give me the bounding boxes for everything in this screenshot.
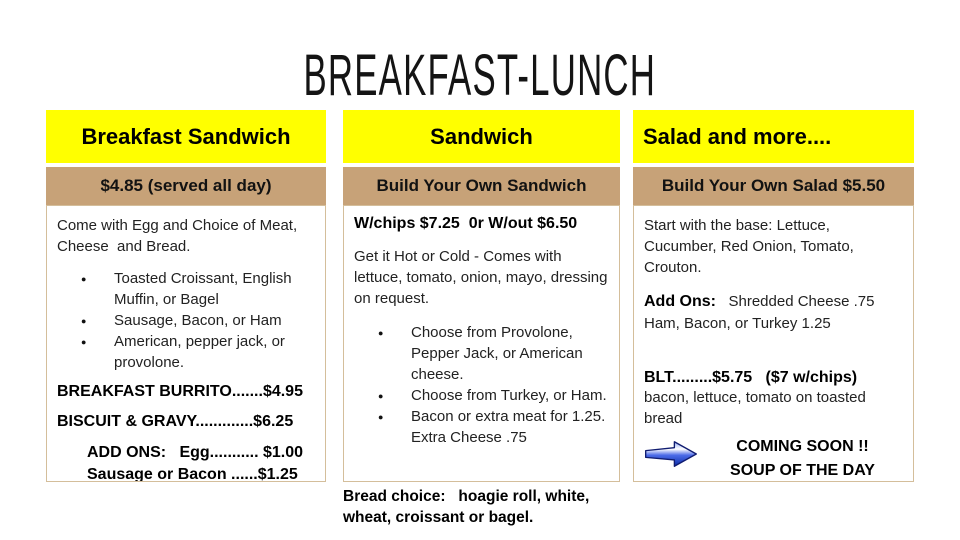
salad-addons-meat: Ham, Bacon, or Turkey 1.25 bbox=[644, 315, 831, 332]
page-title bbox=[0, 42, 960, 109]
column-salad bbox=[633, 110, 914, 482]
sandwich-header: Sandwich bbox=[430, 123, 533, 149]
list-item: ● Choose from Turkey, or Ham. bbox=[411, 385, 609, 406]
salad-content-box bbox=[633, 205, 914, 482]
sandwich-intro: Get it Hot or Cold - Comes with lettuce, tomato, onion, mayo, dressing on request. bbox=[354, 248, 608, 307]
breakfast-intro: Come with Egg and Choice of Meat, Cheese and Bread. bbox=[57, 217, 302, 255]
list-item: ● Sausage, Bacon, or Ham bbox=[114, 310, 315, 331]
sandwich-content-box bbox=[343, 205, 620, 482]
coming-soon-line2: SOUP OF THE DAY bbox=[730, 462, 875, 479]
breakfast-addons-meat: Sausage or Bacon ......$1.25 bbox=[87, 466, 298, 482]
coming-soon-text bbox=[702, 435, 903, 482]
salad-header: Salad and more.... bbox=[643, 123, 832, 149]
column-breakfast-sandwich bbox=[46, 110, 326, 482]
salad-intro: Start with the base: Lettuce, Cucumber, Red Onion, Tomato, Crouton. bbox=[644, 217, 854, 276]
coming-soon-row bbox=[644, 435, 903, 482]
sandwich-subheader-band bbox=[343, 167, 620, 205]
list-item: ● Toasted Croissant, English Muffin, or Bagel bbox=[114, 268, 315, 310]
salad-subheader: Build Your Own Salad $5.50 bbox=[661, 176, 886, 195]
biscuit-gravy-price: BISCUIT & GRAVY.............$6.25 bbox=[57, 413, 294, 430]
list-item: ● Choose from Provolone, Pepper Jack, or American cheese. bbox=[411, 322, 609, 385]
sandwich-price-line: W/chips $7.25 0r W/out $6.50 bbox=[354, 215, 578, 232]
salad-addons-cheese: Shredded Cheese .75 bbox=[716, 293, 875, 310]
bread-choice-note: Bread choice: hoagie roll, white, wheat, croissant or bagel. bbox=[343, 488, 594, 526]
salad-subheader-band bbox=[633, 167, 914, 205]
salad-header-band bbox=[633, 110, 914, 163]
list-item: ● American, pepper jack, or provolone. bbox=[114, 331, 315, 373]
sandwich-options-list bbox=[354, 322, 609, 448]
coming-soon-line1: COMING SOON !! bbox=[736, 438, 869, 455]
column-sandwich bbox=[343, 110, 620, 528]
breakfast-header: Breakfast Sandwich bbox=[81, 123, 291, 149]
list-item: ● Bacon or extra meat for 1.25. Extra Cheese .75 bbox=[411, 406, 609, 448]
blue-right-arrow-icon bbox=[644, 435, 702, 475]
sandwich-header-band bbox=[343, 110, 620, 163]
blt-price-line: BLT.........$5.75 ($7 w/chips) bbox=[644, 369, 858, 386]
salad-addons bbox=[644, 291, 903, 335]
breakfast-content-box bbox=[46, 205, 326, 482]
page-title-text: BREAKFAST-LUNCH bbox=[303, 43, 657, 108]
blt-description: bacon, lettuce, tomato on toasted bread bbox=[644, 389, 866, 427]
breakfast-header-band bbox=[46, 110, 326, 163]
breakfast-subheader-band bbox=[46, 167, 326, 205]
breakfast-price-subheader: $4.85 (served all day) bbox=[100, 176, 272, 195]
breakfast-options-list bbox=[57, 268, 315, 373]
breakfast-addons-egg: ADD ONS: Egg........... $1.00 bbox=[87, 444, 304, 461]
sandwich-subheader: Build Your Own Sandwich bbox=[376, 176, 587, 195]
salad-addons-label: Add Ons: bbox=[644, 293, 716, 310]
breakfast-burrito-price: BREAKFAST BURRITO.......$4.95 bbox=[57, 383, 303, 400]
